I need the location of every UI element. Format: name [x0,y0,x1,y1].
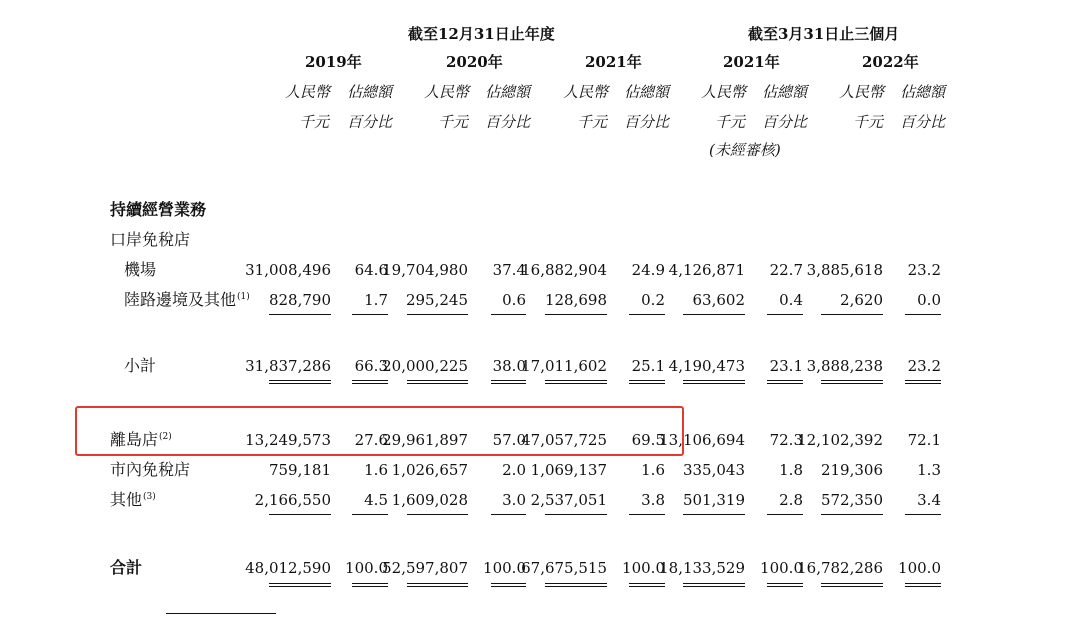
table-cell: 128,698 [544,291,607,309]
table-cell: 23.2 [907,261,941,279]
row-label-downtown: 市內免稅店 [110,460,191,479]
footnote-separator [166,613,276,614]
double-underline [352,583,388,587]
double-underline [821,583,883,587]
table-cell: 17,011,602 [521,357,607,375]
underline [629,514,665,515]
table-cell: 72.1 [907,431,941,449]
double-underline [352,380,388,384]
row-label-total: 合計 [110,558,143,577]
underline [269,514,331,515]
table-cell: 29,961,897 [382,431,468,449]
table-cell: 31,008,496 [245,261,331,279]
highlight-box [75,406,684,456]
subheader-pct: 佔總額 [624,83,670,101]
table-cell: 37.4 [492,261,526,279]
table-cell: 1.3 [917,461,941,479]
subheader-currency: 人民幣 [563,83,609,101]
underline [352,314,388,315]
year-header-2020: 2020年 [446,53,503,71]
table-cell: 2,620 [840,291,883,309]
subheader-pct: 佔總額 [347,83,393,101]
table-cell: 13,249,573 [245,431,331,449]
table-cell: 47,057,725 [521,431,607,449]
section-title: 持續經營業務 [110,200,207,219]
table-cell: 16,882,904 [521,261,607,279]
table-cell: 100.0 [345,559,388,577]
table-cell: 16,782,286 [797,559,883,577]
subheader-currency: 人民幣 [285,83,331,101]
table-cell: 759,181 [268,461,331,479]
subheader-pct2: 百分比 [762,113,808,131]
row-label-offshore-island: 離島店$^{(2)}$ [110,430,172,449]
table-cell: 64.6 [354,261,388,279]
table-cell: 31,837,286 [245,357,331,375]
double-underline [545,380,607,384]
table-cell: 1,069,137 [530,461,607,479]
subheader-pct2: 百分比 [347,113,393,131]
table-cell: 572,350 [820,491,883,509]
table-cell: 24.9 [631,261,665,279]
table-cell: 20,000,225 [382,357,468,375]
underline [545,314,607,315]
table-cell: 0.6 [502,291,526,309]
subsection-label: 口岸免稅店 [110,230,191,249]
table-cell: 1.7 [364,291,388,309]
double-underline [821,380,883,384]
table-cell: 13,106,694 [659,431,745,449]
underline [491,314,526,315]
double-underline [683,583,745,587]
subheader-unit: 千元 [438,113,469,131]
table-cell: 100.0 [483,559,526,577]
double-underline [545,583,607,587]
underline [821,314,883,315]
table-cell: 3.4 [917,491,941,509]
table-cell: 38.0 [492,357,526,375]
underline [905,314,941,315]
header-group-fiscal-year: 截至12月31日止年度 [408,25,555,43]
year-header-2019: 2019年 [305,53,362,71]
underline [767,514,803,515]
table-cell: 1,026,657 [391,461,468,479]
double-underline [491,380,526,384]
table-cell: 2,166,550 [254,491,331,509]
subheader-unaudited: (未經審核) [709,141,781,159]
table-cell: 3.8 [641,491,665,509]
table-cell: 100.0 [898,559,941,577]
double-underline [629,380,665,384]
table-cell: 1.8 [779,461,803,479]
table-cell: 3,885,618 [806,261,883,279]
table-cell: 1.6 [364,461,388,479]
double-underline [905,380,941,384]
table-cell: 2,537,051 [530,491,607,509]
table-cell: 27.6 [354,431,388,449]
year-header-2022-q: 2022年 [862,53,919,71]
table-cell: 335,043 [682,461,745,479]
table-cell: 3.0 [502,491,526,509]
table-cell: 219,306 [820,461,883,479]
table-cell: 4,190,473 [668,357,745,375]
double-underline [905,583,941,587]
subheader-pct: 佔總額 [900,83,946,101]
double-underline [683,380,745,384]
table-cell: 828,790 [268,291,331,309]
table-cell: 12,102,392 [797,431,883,449]
table-cell: 1,609,028 [391,491,468,509]
underline [767,314,803,315]
table-cell: 100.0 [622,559,665,577]
underline [352,514,388,515]
year-header-2021: 2021年 [585,53,642,71]
table-cell: 0.4 [779,291,803,309]
underline [905,514,941,515]
double-underline [629,583,665,587]
subheader-unit: 千元 [577,113,608,131]
double-underline [491,583,526,587]
table-cell: 100.0 [760,559,803,577]
subheader-currency: 人民幣 [701,83,747,101]
table-cell: 18,133,529 [659,559,745,577]
double-underline [767,583,803,587]
subheader-unit: 千元 [299,113,330,131]
table-cell: 22.7 [769,261,803,279]
table-cell: 66.3 [354,357,388,375]
underline [491,514,526,515]
table-cell: 501,319 [682,491,745,509]
table-cell: 3,888,238 [806,357,883,375]
table-cell: 23.1 [769,357,803,375]
table-cell: 25.1 [631,357,665,375]
subheader-pct: 佔總額 [762,83,808,101]
subheader-unit: 千元 [853,113,884,131]
subheader-currency: 人民幣 [839,83,885,101]
table-cell: 72.3 [769,431,803,449]
underline [545,514,607,515]
table-cell: 1.6 [641,461,665,479]
table-cell: 4.5 [364,491,388,509]
underline [683,314,745,315]
double-underline [407,583,468,587]
year-header-2021-q: 2021年 [723,53,780,71]
table-cell: 69.5 [631,431,665,449]
table-cell: 48,012,590 [245,559,331,577]
subheader-unit: 千元 [715,113,746,131]
subheader-pct2: 百分比 [900,113,946,131]
subheader-currency: 人民幣 [424,83,470,101]
double-underline [407,380,468,384]
subheader-pct2: 百分比 [624,113,670,131]
subheader-pct2: 百分比 [485,113,531,131]
table-cell: 63,602 [692,291,745,309]
underline [407,514,468,515]
double-underline [767,380,803,384]
table-cell: 52,597,807 [382,559,468,577]
underline [407,314,468,315]
table-cell: 19,704,980 [382,261,468,279]
underline [269,314,331,315]
row-label-airport: 機場 [124,260,157,279]
double-underline [269,583,331,587]
underline [683,514,745,515]
underline [821,514,883,515]
table-cell: 295,245 [405,291,468,309]
subheader-pct: 佔總額 [485,83,531,101]
double-underline [269,380,331,384]
table-cell: 67,675,515 [521,559,607,577]
table-cell: 0.2 [641,291,665,309]
header-group-three-months: 截至3月31日止三個月 [748,25,900,43]
table-cell: 2.8 [779,491,803,509]
table-cell: 0.0 [917,291,941,309]
underline [629,314,665,315]
table-cell: 4,126,871 [668,261,745,279]
row-label-others: 其他$^{(3)}$ [110,490,156,509]
table-cell: 57.0 [492,431,526,449]
row-label-land-border: 陸路邊境及其他$^{(1)}$ [124,290,250,309]
table-cell: 2.0 [502,461,526,479]
table-cell: 23.2 [907,357,941,375]
row-label-subtotal: 小計 [124,356,157,375]
